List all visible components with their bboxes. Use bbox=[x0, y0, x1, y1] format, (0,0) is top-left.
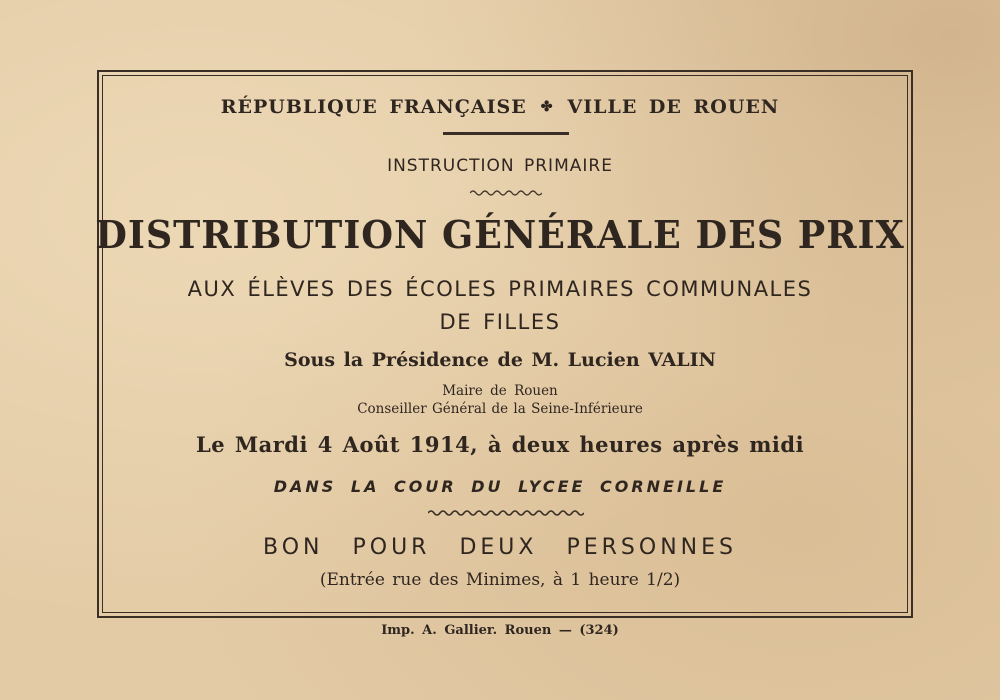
header-rule bbox=[443, 132, 569, 135]
wavy-rule-small bbox=[470, 189, 542, 197]
event-date: Le Mardi 4 Août 1914, à deux heures après midi bbox=[195, 432, 805, 457]
mayor-title: Maire de Rouen bbox=[442, 383, 558, 399]
event-location: DANS LA COUR DU LYCEE CORNEILLE bbox=[273, 477, 727, 496]
instruction-subtitle: INSTRUCTION PRIMAIRE bbox=[387, 156, 613, 176]
admission-text: BON POUR DEUX PERSONNES bbox=[263, 535, 737, 560]
entrance-note: (Entrée rue des Minimes, à 1 heure 1/2) bbox=[319, 570, 681, 590]
main-title: DISTRIBUTION GÉNÉRALE DES PRIX bbox=[95, 212, 905, 257]
header-republique: RÉPUBLIQUE FRANÇAISE bbox=[220, 96, 527, 118]
wavy-rule-large bbox=[428, 509, 584, 517]
card-header bbox=[0, 96, 1000, 118]
header-ville: VILLE DE ROUEN bbox=[567, 96, 780, 118]
audience-line-1: AUX ÉLÈVES DES ÉCOLES PRIMAIRES COMMUNALES bbox=[187, 277, 813, 301]
printer-credit: Imp. A. Gallier. Rouen — (324) bbox=[381, 623, 619, 638]
ornament-icon: ✤ bbox=[540, 99, 554, 115]
presidence-line: Sous la Présidence de M. Lucien VALIN bbox=[284, 349, 716, 371]
audience-line-2: DE FILLES bbox=[439, 310, 561, 334]
councillor-title: Conseiller Général de la Seine-Inférieure bbox=[357, 401, 643, 417]
